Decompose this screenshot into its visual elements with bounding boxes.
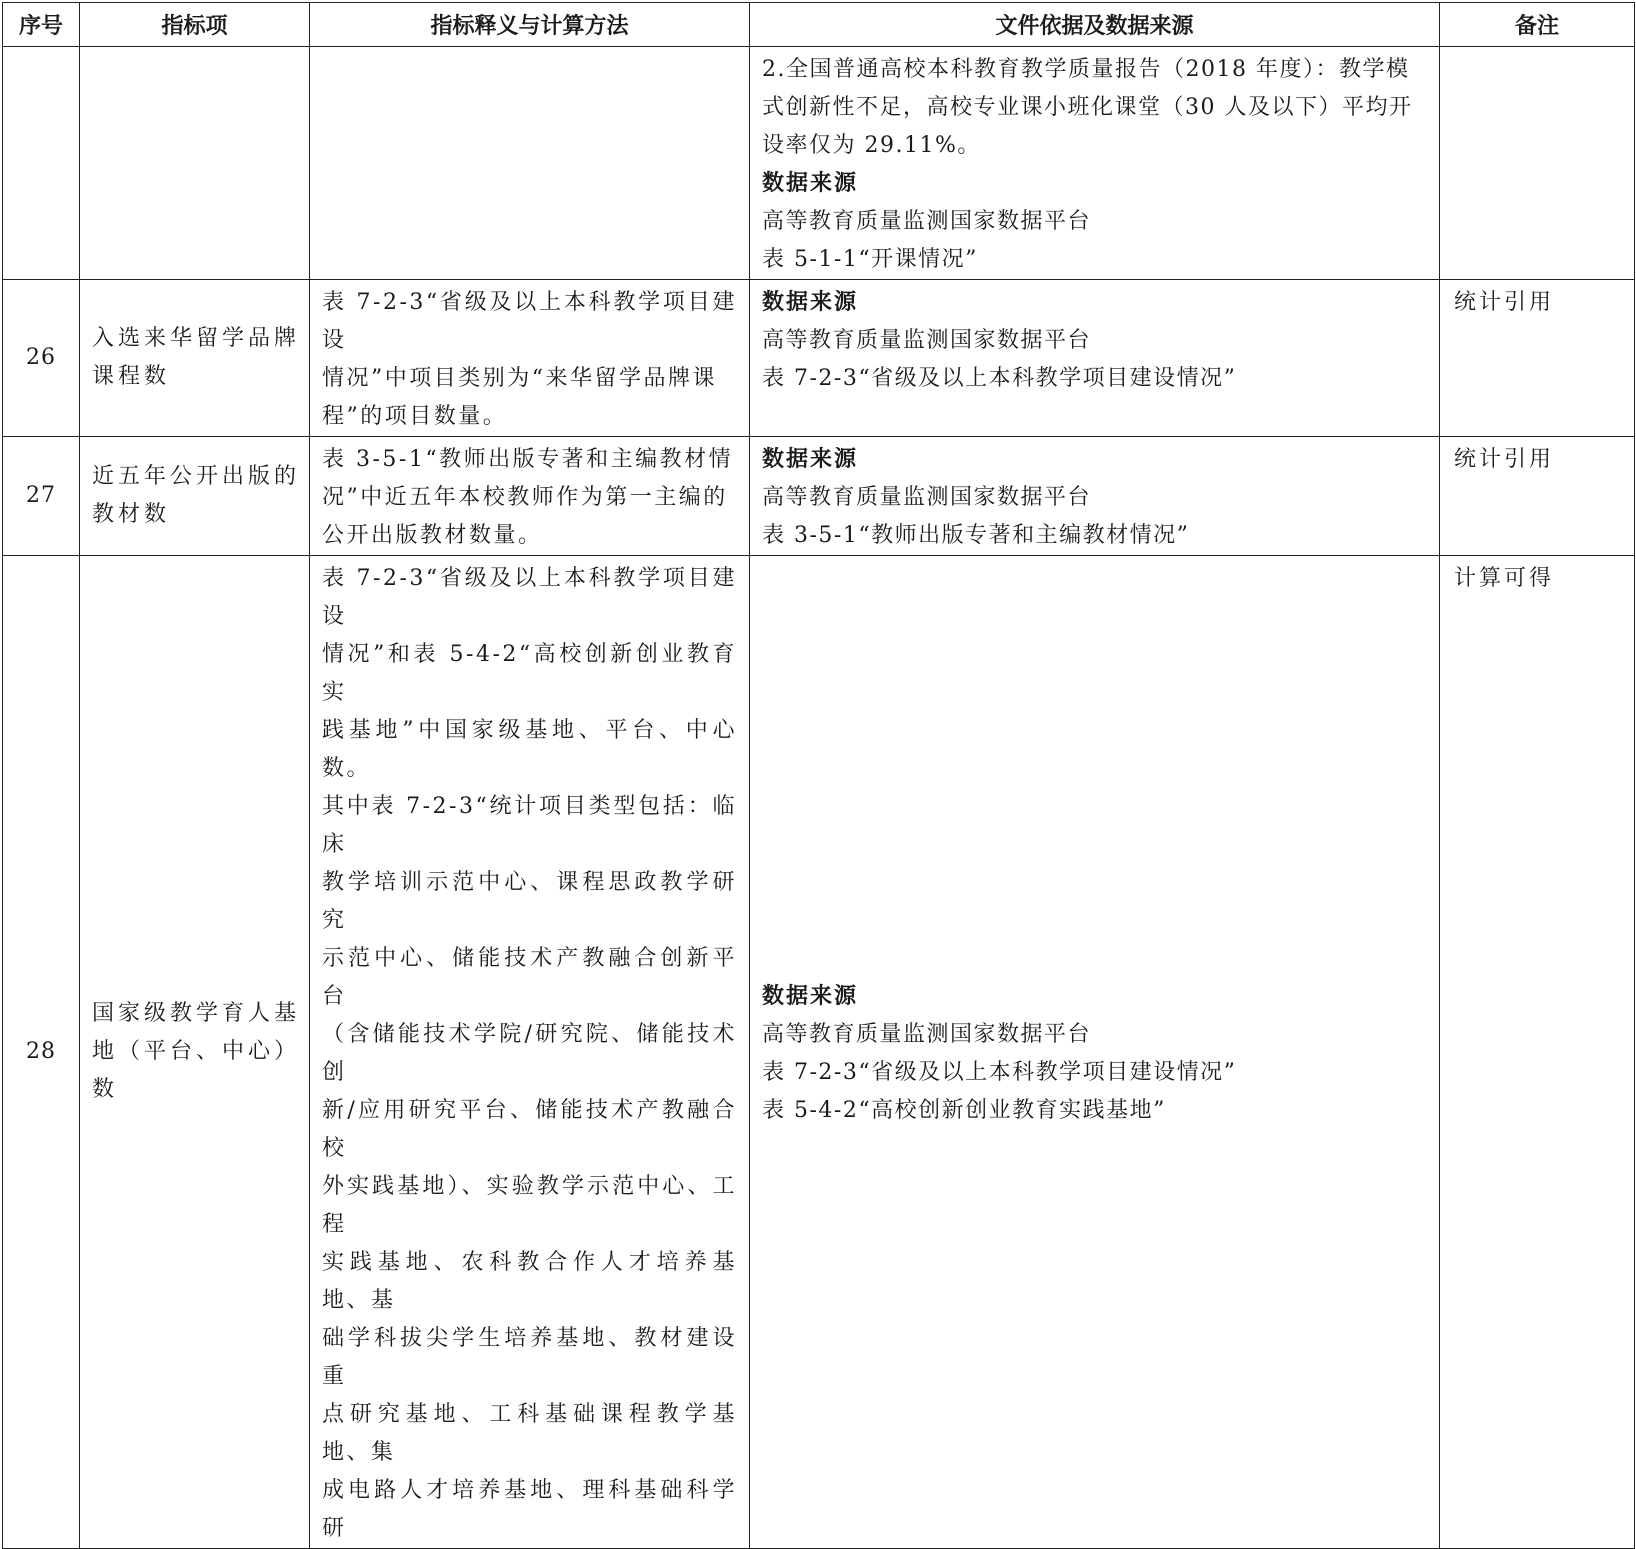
- definition-line: 成电路人才培养基地、理科基础科学研: [322, 1478, 737, 1541]
- table-row: [3, 437, 1635, 556]
- source-cell: [750, 280, 1440, 437]
- seq-cell: 26: [3, 280, 80, 437]
- definition-line: 表 7-2-3“省级及以上本科教学项目建设: [322, 290, 737, 353]
- source-line: 高等教育质量监测国家数据平台: [762, 1022, 1092, 1047]
- header-item: 指标项: [80, 3, 310, 47]
- definition-line: （含储能技术学院/研究院、储能技术创: [322, 1022, 737, 1085]
- source-line: 高等教育质量监测国家数据平台: [762, 209, 1092, 234]
- table-header-row: [3, 3, 1635, 47]
- source-line: 表 7-2-3“省级及以上本科教学项目建设情况”: [762, 1060, 1237, 1085]
- item-text-line: 课程数: [92, 364, 171, 389]
- source-line: 高等教育质量监测国家数据平台: [762, 328, 1092, 353]
- definition-line: 外实践基地）、实验教学示范中心、工程: [322, 1174, 737, 1237]
- definition-line: 础学科拔尖学生培养基地、教材建设重: [322, 1326, 737, 1389]
- table-row: [3, 47, 1635, 280]
- item-text-line: 国家级教学育人基: [92, 1001, 301, 1026]
- seq-cell: 28: [3, 556, 80, 1549]
- item-cell: [80, 556, 310, 1549]
- note-cell: 统计引用: [1440, 280, 1635, 437]
- definition-line: 公开出版教材数量。: [322, 523, 543, 548]
- note-cell: [1440, 47, 1635, 280]
- item-text-line: 教材数: [92, 502, 171, 527]
- source-heading: 数据来源: [762, 447, 859, 472]
- definition-cell: [310, 280, 750, 437]
- item-text-line: 地（平台、中心）数: [92, 1039, 301, 1102]
- definition-line: 况”中近五年本校教师作为第一主编的: [322, 485, 728, 510]
- definition-line: 新/应用研究平台、储能技术产教融合校: [322, 1098, 737, 1161]
- source-line: 高等教育质量监测国家数据平台: [762, 485, 1092, 510]
- definition-line: 践基地”中国家级基地、平台、中心数。: [322, 718, 737, 781]
- note-cell: 计算可得: [1440, 556, 1635, 1549]
- header-note: 备注: [1440, 3, 1635, 47]
- source-line: 表 5-1-1“开课情况”: [762, 247, 978, 272]
- definition-cell: [310, 556, 750, 1549]
- item-text-line: 近五年公开出版的: [92, 464, 301, 489]
- header-seq: 序号: [3, 3, 80, 47]
- source-heading: 数据来源: [762, 290, 859, 315]
- definition-line: 情况”和表 5-4-2“高校创新创业教育实: [322, 642, 737, 705]
- source-line: 表 3-5-1“教师出版专著和主编教材情况”: [762, 523, 1190, 548]
- item-text-line: 入选来华留学品牌: [92, 326, 301, 351]
- definition-line: 点研究基地、工科基础课程教学基地、集: [322, 1402, 737, 1465]
- definition-line: 表 3-5-1“教师出版专著和主编教材情: [322, 447, 734, 472]
- definition-line: 示范中心、储能技术产教融合创新平台: [322, 946, 737, 1009]
- seq-cell: 27: [3, 437, 80, 556]
- item-cell: [80, 280, 310, 437]
- item-cell: [80, 437, 310, 556]
- definition-line: 实践基地、农科教合作人才培养基地、基: [322, 1250, 737, 1313]
- source-cell: [750, 47, 1440, 280]
- definition-line: 情况”中项目类别为“来华留学品牌课: [322, 366, 717, 391]
- source-line: 表 5-4-2“高校创新创业教育实践基地”: [762, 1098, 1166, 1123]
- source-text-line: 式创新性不足，高校专业课小班化课堂（30 人及以下）平均开: [762, 95, 1413, 120]
- source-text-line: 2.全国普通高校本科教育教学质量报告（2018 年度）：教学模: [762, 57, 1410, 82]
- note-cell: 统计引用: [1440, 437, 1635, 556]
- source-line: 表 7-2-3“省级及以上本科教学项目建设情况”: [762, 366, 1237, 391]
- definition-cell: [310, 47, 750, 280]
- definition-line: 教学培训示范中心、课程思政教学研究: [322, 870, 737, 933]
- source-text-line: 设率仅为 29.11%。: [762, 133, 981, 158]
- source-heading: 数据来源: [762, 171, 859, 196]
- definition-line: 程”的项目数量。: [322, 404, 508, 429]
- header-definition: 指标释义与计算方法: [310, 3, 750, 47]
- source-cell: [750, 437, 1440, 556]
- definition-cell: [310, 437, 750, 556]
- definition-line: 表 7-2-3“省级及以上本科教学项目建设: [322, 566, 737, 629]
- header-source: 文件依据及数据来源: [750, 3, 1440, 47]
- source-heading: 数据来源: [762, 984, 859, 1009]
- definition-line: 其中表 7-2-3“统计项目类型包括：临床: [322, 794, 737, 857]
- indicator-table: [2, 2, 1635, 1549]
- table-row: [3, 280, 1635, 437]
- table-row: [3, 556, 1635, 1549]
- item-cell: [80, 47, 310, 280]
- source-cell: [750, 556, 1440, 1549]
- seq-cell: [3, 47, 80, 280]
